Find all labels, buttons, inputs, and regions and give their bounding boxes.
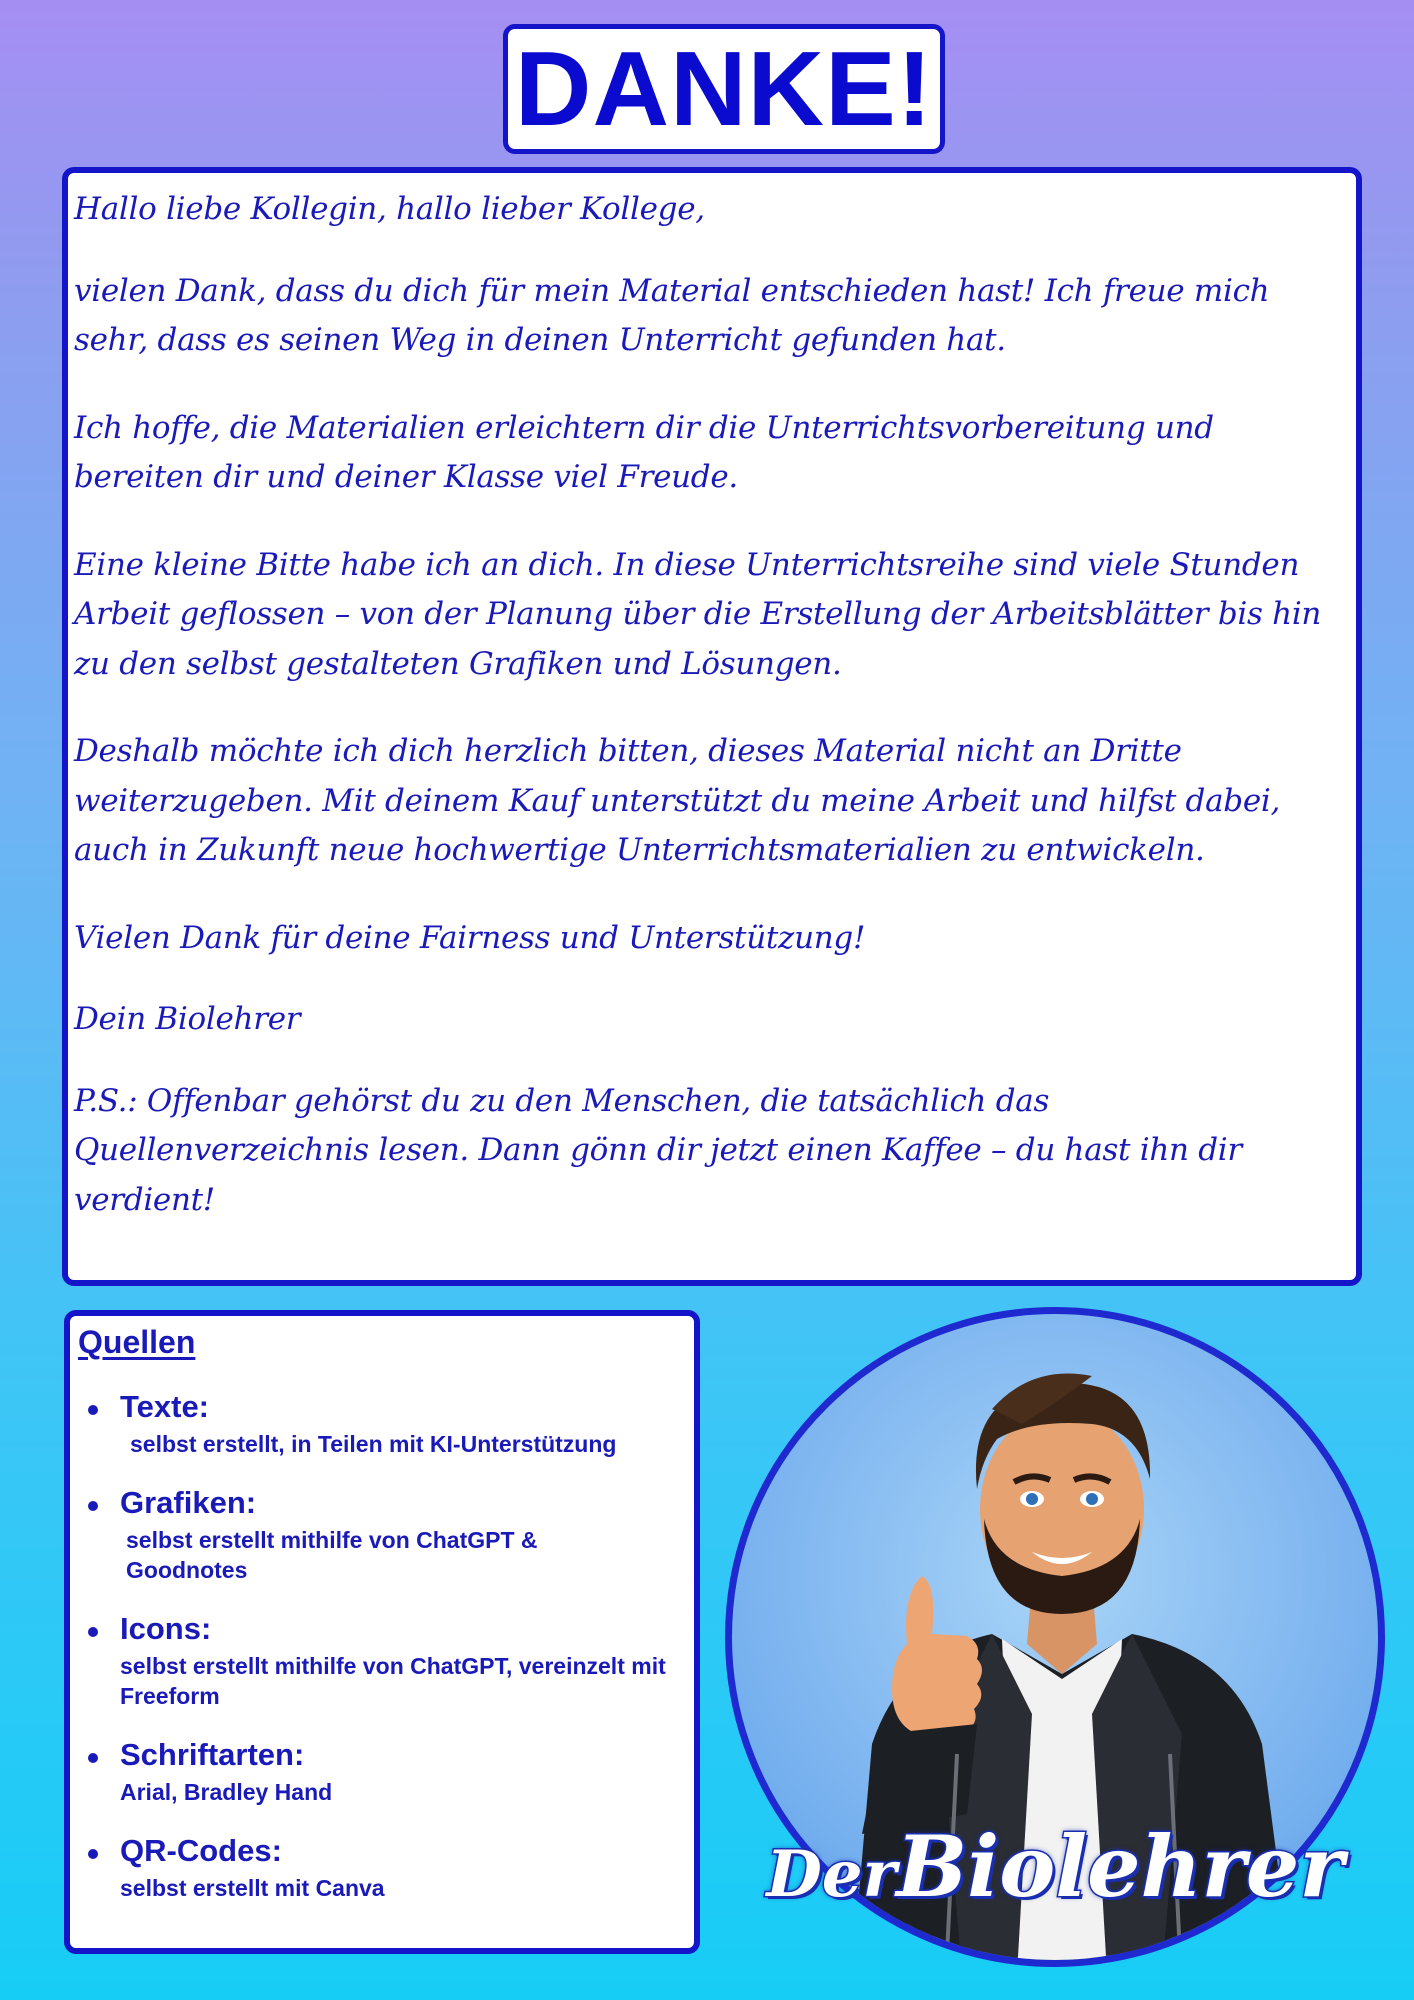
bullet-icon <box>88 1753 98 1763</box>
thank-you-letter <box>62 167 1362 1286</box>
title-box <box>503 24 945 154</box>
source-desc: Arial, Bradley Hand <box>120 1779 333 1805</box>
brand-logo <box>735 1817 1375 1916</box>
source-label: QR-Codes: <box>120 1833 282 1868</box>
sources-box <box>64 1310 700 1954</box>
sources-list <box>70 1389 694 1903</box>
source-label: Grafiken: <box>120 1485 257 1520</box>
letter-greeting: Hallo liebe Kollegin, hallo lieber Kollege, <box>74 191 705 227</box>
letter-paragraph-4: Deshalb möchte ich dich herzlich bitten, dieses Material nicht an Dritte weiterzugeben. Mit deinem Kauf unterstützt du meine Arbeit und hilfst dabei, auch in Zukunft neue hochwertige Unterrichtsmaterialien zu entwickeln. <box>74 733 1281 868</box>
letter-signature: Dein Biolehrer <box>74 1001 301 1037</box>
avatar-logo <box>725 1307 1385 1967</box>
source-label: Texte: <box>120 1389 210 1424</box>
source-desc: selbst erstellt, in Teilen mit KI-Unterstützung <box>130 1431 617 1457</box>
page-title: DANKE! <box>514 30 934 148</box>
source-label: Schriftarten: <box>120 1737 305 1772</box>
source-desc: selbst erstellt mithilfe von ChatGPT & Goodnotes <box>126 1527 538 1583</box>
source-desc: selbst erstellt mithilfe von ChatGPT, vereinzelt mit Freeform <box>120 1653 666 1709</box>
letter-thanks: Vielen Dank für deine Fairness und Unterstützung! <box>74 919 866 956</box>
bullet-icon <box>88 1627 98 1637</box>
bullet-icon <box>88 1849 98 1859</box>
letter-paragraph-1: vielen Dank, dass du dich für mein Material entschieden hast! Ich freue mich sehr, dass es seinen Weg in deinen Unterricht gefunden hat. <box>74 272 1270 358</box>
bullet-icon <box>88 1405 98 1415</box>
source-item-texte <box>70 1389 694 1459</box>
source-item-grafiken <box>70 1485 694 1585</box>
sources-heading: Quellen <box>78 1324 196 1360</box>
bullet-icon <box>88 1501 98 1511</box>
logo-word-biolehrer: Biolehrer <box>896 1817 1344 1916</box>
source-item-qr-codes <box>70 1833 694 1903</box>
letter-paragraph-2: Ich hoffe, die Materialien erleichtern dir die Unterrichtsvorbereitung und bereiten dir und deiner Klasse viel Freude. <box>74 409 1214 495</box>
letter-postscript: P.S.: Offenbar gehörst du zu den Menschen, die tatsächlich das Quellenverzeichnis lesen. Dann gönn dir jetzt einen Kaffee – du hast ihn dir verdient! <box>74 1082 1242 1218</box>
source-item-schriftarten <box>70 1737 694 1807</box>
letter-paragraph-3: Eine kleine Bitte habe ich an dich. In diese Unterrichtsreihe sind viele Stunden Arbeit geflossen – von der Planung über die Erstellung der Arbeitsblätter bis hin zu den selbst gestalteten Grafiken und Lösungen. <box>74 546 1322 682</box>
source-label: Icons: <box>120 1611 212 1646</box>
source-desc: selbst erstellt mit Canva <box>120 1875 385 1901</box>
source-item-icons <box>70 1611 694 1711</box>
logo-word-der: Der <box>766 1837 897 1912</box>
